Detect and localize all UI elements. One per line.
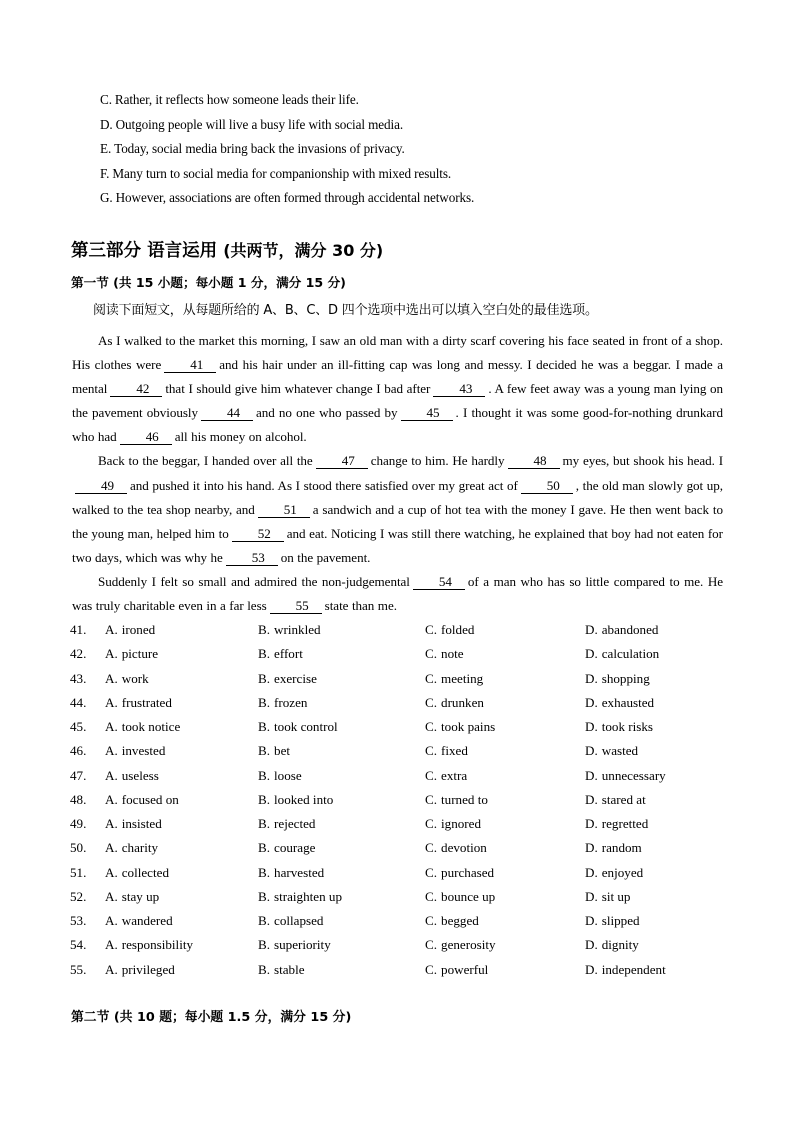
option-c[interactable] <box>425 642 464 666</box>
option-a[interactable] <box>105 618 155 642</box>
option-text: charity <box>121 840 159 856</box>
option-letter-a: A. <box>105 694 118 710</box>
option-text: shopping <box>601 670 650 686</box>
option-letter-a: A. <box>105 816 118 831</box>
option-letter-a: A. <box>105 961 118 977</box>
option-letter-d: D. <box>585 816 598 831</box>
blank-50[interactable]: 50 <box>521 478 573 494</box>
option-text: took pains <box>441 719 496 734</box>
question-number: 51. <box>70 864 87 880</box>
question-number: 49. <box>70 816 87 831</box>
option-text: unnecessary <box>601 767 666 783</box>
option-text: work <box>121 670 149 686</box>
passage-text: state than me. <box>324 598 397 614</box>
lead-option-g <box>100 186 724 211</box>
passage-paragraph-1 <box>72 329 723 449</box>
option-text: looked into <box>274 791 334 807</box>
option-a[interactable] <box>105 861 169 885</box>
option-text: enjoyed <box>601 864 644 880</box>
option-letter-d: D. <box>585 719 598 734</box>
option-text: abandoned <box>601 622 659 637</box>
option-text: exhausted <box>601 694 655 710</box>
option-b[interactable] <box>258 739 290 763</box>
option-letter-d: D. <box>585 937 598 953</box>
option-text: invested <box>121 743 166 759</box>
question-number: 42. <box>70 646 87 662</box>
option-a[interactable] <box>105 667 149 691</box>
passage-paragraph-3 <box>72 570 723 618</box>
blank-47[interactable]: 47 <box>316 453 368 469</box>
option-d[interactable] <box>585 933 639 957</box>
table-row <box>70 836 730 860</box>
option-text: regretted <box>601 816 649 831</box>
option-letter-d: D. <box>585 961 598 977</box>
option-text: picture <box>121 646 159 662</box>
lead-option-text: However, associations are often formed through accidental networks. <box>115 190 475 206</box>
blank-45[interactable]: 45 <box>401 405 453 421</box>
lead-option-letter: G. <box>100 190 113 206</box>
option-c[interactable] <box>425 836 487 860</box>
option-letter-b: B. <box>258 961 271 977</box>
option-text: note <box>441 646 464 662</box>
option-a[interactable] <box>105 764 159 788</box>
option-letter-b: B. <box>258 743 271 759</box>
lead-option-letter: E. <box>100 141 112 157</box>
option-text: insisted <box>121 816 162 831</box>
option-text: fixed <box>441 743 468 759</box>
option-letter-d: D. <box>585 694 598 710</box>
option-letter-a: A. <box>105 791 118 807</box>
option-letter-c: C. <box>425 864 438 880</box>
question-number: 55. <box>70 961 87 977</box>
option-letter-c: C. <box>425 622 438 637</box>
option-letter-c: C. <box>425 840 438 856</box>
option-b[interactable] <box>258 764 302 788</box>
question-number: 44. <box>70 694 87 710</box>
option-letter-a: A. <box>105 670 118 686</box>
option-letter-c: C. <box>425 646 438 662</box>
option-letter-b: B. <box>258 888 271 904</box>
option-letter-b: B. <box>258 694 271 710</box>
option-b[interactable] <box>258 933 331 957</box>
option-text: harvested <box>274 864 325 880</box>
option-text: calculation <box>601 646 660 662</box>
passage-text: . I thought it was some good-for-nothing drunkard who had <box>72 405 723 445</box>
option-c[interactable] <box>425 885 495 909</box>
option-b[interactable] <box>258 909 323 933</box>
passage-text: , the old man slowly got up, walked to the tea shop nearby, and <box>72 477 723 517</box>
lead-options-list <box>100 88 724 211</box>
option-text: independent <box>601 961 666 977</box>
option-c[interactable] <box>425 812 481 836</box>
option-text: frustrated <box>121 694 172 710</box>
blank-55[interactable]: 55 <box>270 598 322 614</box>
question-number: 54. <box>70 937 87 953</box>
option-letter-c: C. <box>425 816 438 831</box>
lead-option-d <box>100 113 724 138</box>
option-text: courage <box>274 840 316 856</box>
option-a[interactable] <box>105 933 193 957</box>
option-text: generosity <box>441 937 496 953</box>
option-text: bet <box>274 743 291 759</box>
table-row <box>70 958 730 982</box>
option-text: sit up <box>601 888 631 904</box>
option-b[interactable] <box>258 836 315 860</box>
option-text: wrinkled <box>274 622 321 637</box>
option-a[interactable] <box>105 715 180 739</box>
option-c[interactable] <box>425 764 467 788</box>
option-letter-c: C. <box>425 961 438 977</box>
blank-43[interactable]: 43 <box>433 381 485 397</box>
option-d[interactable] <box>585 812 648 836</box>
option-d[interactable] <box>585 691 654 715</box>
option-b[interactable] <box>258 812 315 836</box>
option-letter-d: D. <box>585 622 598 637</box>
option-c[interactable] <box>425 739 468 763</box>
option-text: frozen <box>274 694 308 710</box>
blank-53[interactable]: 53 <box>226 550 278 566</box>
option-letter-a: A. <box>105 913 118 928</box>
option-text: straighten up <box>274 888 343 904</box>
option-text: rejected <box>274 816 316 831</box>
passage-text: on the pavement. <box>280 549 371 565</box>
lead-option-text: Outgoing people will live a busy life with social media. <box>115 116 404 132</box>
lead-option-c <box>100 88 724 113</box>
blank-44[interactable]: 44 <box>201 405 253 421</box>
option-letter-c: C. <box>425 694 438 710</box>
option-b[interactable] <box>258 958 305 982</box>
option-d[interactable] <box>585 861 643 885</box>
option-text: exercise <box>274 670 317 686</box>
option-letter-d: D. <box>585 888 598 904</box>
option-text: responsibility <box>121 937 194 953</box>
option-c[interactable] <box>425 933 496 957</box>
option-letter-c: C. <box>425 743 438 759</box>
option-a[interactable] <box>105 836 158 860</box>
section-two-heading: 第二节 (共 10 题；每小题 1.5 分，满分 15 分) <box>71 1010 352 1025</box>
option-letter-a: A. <box>105 646 118 662</box>
lead-option-letter: F. <box>100 165 110 181</box>
passage-text: that I should give him whatever change I bad after <box>165 381 431 397</box>
option-text: collapsed <box>274 913 324 928</box>
lead-option-letter: D. <box>100 116 113 132</box>
option-letter-c: C. <box>425 719 438 734</box>
option-b[interactable] <box>258 788 333 812</box>
option-letter-a: A. <box>105 743 118 759</box>
option-text: stay up <box>121 888 160 904</box>
passage-paragraph-2 <box>72 449 723 569</box>
option-text: wandered <box>121 913 173 928</box>
question-number: 52. <box>70 888 87 904</box>
option-c[interactable] <box>425 715 495 739</box>
cloze-passage <box>72 329 723 618</box>
option-b[interactable] <box>258 691 307 715</box>
option-text: bounce up <box>441 888 496 904</box>
option-c[interactable] <box>425 958 488 982</box>
option-text: ironed <box>121 622 156 637</box>
option-letter-d: D. <box>585 670 598 686</box>
table-row <box>70 788 730 812</box>
option-text: superiority <box>274 937 331 953</box>
option-letter-d: D. <box>585 913 598 928</box>
passage-text: my eyes, but shook his head. I <box>562 453 724 469</box>
option-letter-d: D. <box>585 840 598 856</box>
lead-option-text: Today, social media bring back the invasions of privacy. <box>114 141 405 157</box>
option-c[interactable] <box>425 788 488 812</box>
passage-text: and pushed it into his hand. As I stood there satisfied over my great act of <box>130 477 518 493</box>
option-a[interactable] <box>105 909 173 933</box>
option-letter-a: A. <box>105 719 118 734</box>
option-d[interactable] <box>585 739 638 763</box>
option-text: loose <box>274 767 302 783</box>
question-number: 48. <box>70 791 87 807</box>
option-d[interactable] <box>585 642 659 666</box>
blank-52[interactable]: 52 <box>232 526 284 542</box>
option-a[interactable] <box>105 812 162 836</box>
option-text: begged <box>441 913 479 928</box>
option-letter-d: D. <box>585 767 598 783</box>
option-text: collected <box>121 864 169 880</box>
option-letter-b: B. <box>258 840 271 856</box>
option-letter-b: B. <box>258 670 271 686</box>
question-number: 43. <box>70 670 87 686</box>
option-letter-b: B. <box>258 622 271 637</box>
option-d[interactable] <box>585 715 653 739</box>
passage-text: . A few feet away was a young man lying on the pavement obviously <box>72 381 723 421</box>
lead-option-e <box>100 137 724 162</box>
option-text: useless <box>121 767 159 783</box>
option-d[interactable] <box>585 667 650 691</box>
table-row <box>70 691 730 715</box>
option-text: stable <box>274 961 305 977</box>
section-one-heading: 第一节 (共 15 小题；每小题 1 分，满分 15 分) <box>71 275 346 290</box>
option-letter-c: C. <box>425 913 438 928</box>
option-text: drunken <box>441 694 484 710</box>
option-letter-a: A. <box>105 622 118 637</box>
option-a[interactable] <box>105 788 179 812</box>
lead-option-text: Rather, it reflects how someone leads their life. <box>114 92 359 107</box>
option-text: turned to <box>441 791 488 807</box>
passage-text: and no one who passed by <box>255 405 398 421</box>
option-a[interactable] <box>105 739 165 763</box>
lead-option-text: Many turn to social media for companionship with mixed results. <box>112 165 452 181</box>
option-b[interactable] <box>258 885 342 909</box>
option-letter-d: D. <box>585 864 598 880</box>
table-row <box>70 909 730 933</box>
table-row <box>70 739 730 763</box>
option-letter-b: B. <box>258 864 271 880</box>
passage-text: Back to the beggar, I handed over all the <box>98 453 313 469</box>
option-d[interactable] <box>585 909 640 933</box>
option-d[interactable] <box>585 958 666 982</box>
option-letter-d: D. <box>585 646 598 662</box>
option-letter-a: A. <box>105 840 118 856</box>
option-letter-c: C. <box>425 670 438 686</box>
option-d[interactable] <box>585 618 658 642</box>
blank-48[interactable]: 48 <box>508 453 560 469</box>
option-letter-c: C. <box>425 888 438 904</box>
question-number: 45. <box>70 719 87 734</box>
lead-option-letter: C. <box>100 92 112 107</box>
option-letter-c: C. <box>425 767 438 783</box>
cloze-instruction: 阅读下面短文，从每题所给的 A、B、C、D 四个选项中选出可以填入空白处的最佳选项。 <box>93 303 598 318</box>
option-text: purchased <box>441 864 495 880</box>
passage-text: a sandwich and a cup of hot tea with the money I gave. He then went back to the young man, helped him to <box>72 501 723 541</box>
option-text: ignored <box>441 816 482 831</box>
table-row <box>70 812 730 836</box>
option-a[interactable] <box>105 885 159 909</box>
passage-text: of a man who has so little compared to me. He was truly charitable even in a far less <box>72 573 723 614</box>
option-letter-a: A. <box>105 888 118 904</box>
table-row <box>70 715 730 739</box>
blank-42[interactable]: 42 <box>110 381 162 397</box>
option-c[interactable] <box>425 667 483 691</box>
option-letter-d: D. <box>585 791 598 807</box>
blank-41[interactable]: 41 <box>164 357 216 373</box>
passage-text: and his hair under an ill-fitting cap was long and messy. I decided he was a beggar. I made a mental <box>72 357 723 397</box>
option-letter-b: B. <box>258 816 271 831</box>
blank-51[interactable]: 51 <box>258 502 310 518</box>
option-letter-b: B. <box>258 937 271 953</box>
option-b[interactable] <box>258 861 324 885</box>
option-letter-c: C. <box>425 791 438 807</box>
option-d[interactable] <box>585 885 630 909</box>
question-number: 46. <box>70 743 87 759</box>
option-c[interactable] <box>425 691 484 715</box>
option-text: powerful <box>441 961 489 977</box>
option-text: dignity <box>601 937 639 953</box>
option-text: folded <box>441 622 475 637</box>
table-row <box>70 885 730 909</box>
table-row <box>70 618 730 642</box>
option-b[interactable] <box>258 618 321 642</box>
option-letter-a: A. <box>105 937 118 953</box>
option-letter-c: C. <box>425 937 438 953</box>
option-b[interactable] <box>258 667 317 691</box>
option-letter-b: B. <box>258 791 271 807</box>
lead-option-f <box>100 162 724 187</box>
option-d[interactable] <box>585 788 646 812</box>
blank-49[interactable]: 49 <box>75 478 127 494</box>
blank-46[interactable]: 46 <box>120 429 172 445</box>
table-row <box>70 861 730 885</box>
table-row <box>70 667 730 691</box>
options-list <box>70 618 730 982</box>
option-a[interactable] <box>105 642 158 666</box>
option-text: focused on <box>121 791 179 807</box>
option-text: wasted <box>601 743 639 759</box>
blank-54[interactable]: 54 <box>413 574 465 590</box>
option-b[interactable] <box>258 642 303 666</box>
passage-text: Suddenly I felt so small and admired the non-judgemental <box>98 573 410 589</box>
option-text: meeting <box>441 670 484 686</box>
option-letter-b: B. <box>258 646 271 662</box>
passage-text: change to him. He hardly <box>370 453 505 469</box>
question-number: 50. <box>70 840 87 856</box>
option-text: privileged <box>121 961 175 977</box>
option-d[interactable] <box>585 836 642 860</box>
part-three-title: 第三部分 语言运用 <box>71 241 218 261</box>
passage-text: and eat. Noticing I was still there watching, he explained that boy had not eaten for two days, which was why he <box>72 525 723 565</box>
question-number: 41. <box>70 622 87 637</box>
table-row <box>70 764 730 788</box>
option-b[interactable] <box>258 715 338 739</box>
option-text: took control <box>274 719 338 734</box>
option-letter-b: B. <box>258 719 271 734</box>
option-text: extra <box>441 767 468 783</box>
option-text: effort <box>274 646 303 662</box>
option-d[interactable] <box>585 764 666 788</box>
option-text: took risks <box>601 719 654 734</box>
option-text: slipped <box>601 913 640 928</box>
option-letter-a: A. <box>105 864 118 880</box>
option-a[interactable] <box>105 691 172 715</box>
option-letter-d: D. <box>585 743 598 759</box>
option-a[interactable] <box>105 958 175 982</box>
part-three-score: (共两节，满分 30 分) <box>223 241 384 260</box>
option-c[interactable] <box>425 861 494 885</box>
option-text: took notice <box>121 719 181 734</box>
option-c[interactable] <box>425 909 479 933</box>
option-text: stared at <box>601 791 646 807</box>
option-letter-b: B. <box>258 913 271 928</box>
option-text: random <box>601 840 642 856</box>
table-row <box>70 933 730 957</box>
question-number: 47. <box>70 767 87 783</box>
passage-text: As I walked to the market this morning, I saw an old man with a dirty scarf covering his face seated in front of a shop. His clothes were <box>72 333 723 373</box>
option-letter-b: B. <box>258 767 271 783</box>
table-row <box>70 642 730 666</box>
option-text: devotion <box>441 840 487 856</box>
question-number: 53. <box>70 913 87 928</box>
option-c[interactable] <box>425 618 474 642</box>
passage-text: all his money on alcohol. <box>174 429 307 445</box>
part-three-heading <box>71 239 383 263</box>
option-letter-a: A. <box>105 767 118 783</box>
